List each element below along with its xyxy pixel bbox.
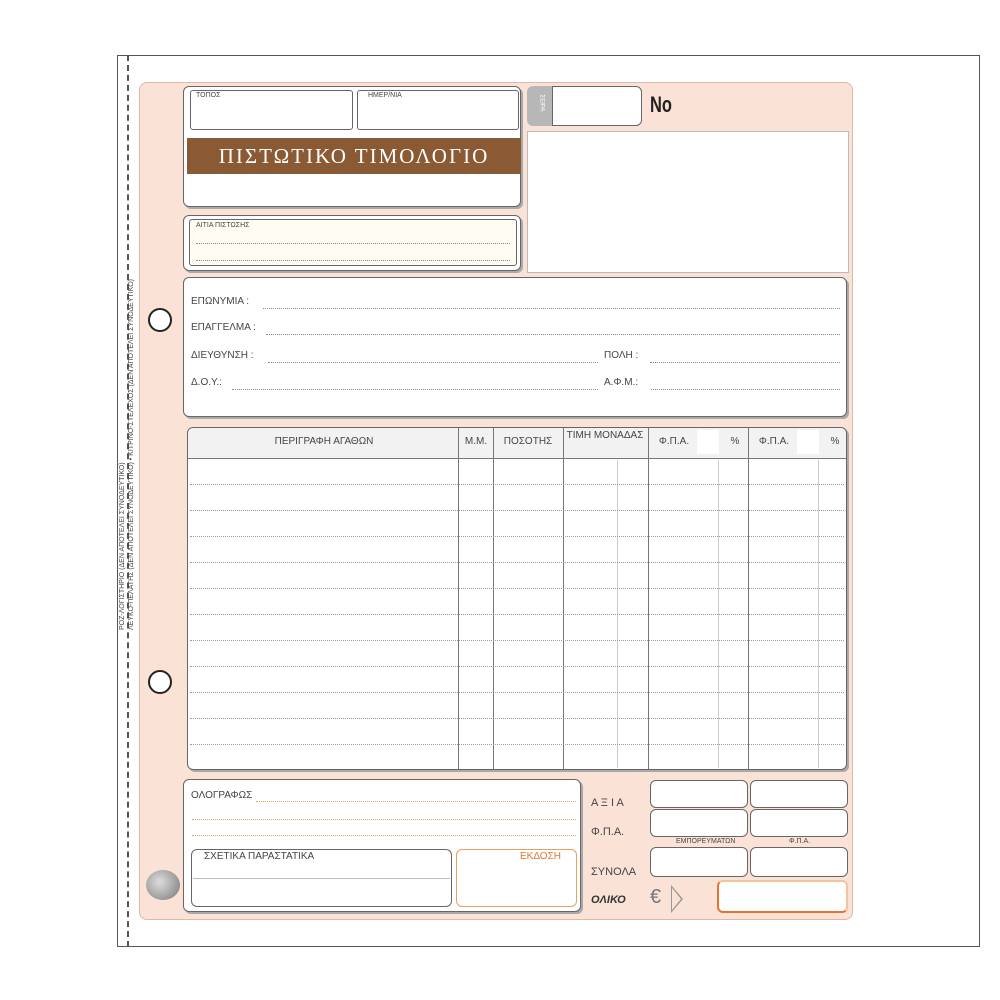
totals-label: ΣΥΝΟΛΑ — [591, 866, 637, 878]
value-goods-field[interactable] — [650, 780, 748, 808]
issuer-stamp-area — [527, 131, 849, 273]
col-quantity: ΠΟΣΟΤΗΣ — [503, 436, 553, 447]
city-label: ΠΟΛΗ : — [604, 350, 639, 361]
vat-2-rate-field[interactable] — [797, 430, 819, 454]
totals-goods-field[interactable] — [650, 847, 748, 877]
credit-reason-line-2 — [196, 260, 510, 261]
related-docs-divider — [193, 878, 450, 879]
grand-total-field[interactable] — [717, 880, 848, 913]
document-title: ΠΙΣΤΩΤΙΚΟ ΤΙΜΟΛΟΓΙΟ — [187, 138, 521, 174]
city-line[interactable] — [650, 362, 840, 363]
credit-reason-label: ΑΙΤΙΑ ΠΙΣΤΩΣΗΣ — [196, 222, 250, 229]
vat-1-rate-field[interactable] — [697, 430, 719, 454]
vat-number-label: Α.Φ.Μ.: — [604, 377, 639, 388]
profession-line[interactable] — [266, 334, 840, 335]
credit-reason-line-1 — [196, 243, 510, 244]
table-row[interactable] — [190, 588, 844, 589]
tax-office-label: Δ.Ο.Υ.: — [191, 377, 222, 388]
table-row[interactable] — [190, 744, 844, 745]
vat-goods-field[interactable] — [650, 809, 748, 837]
place-label: ΤΟΠΟΣ — [196, 92, 221, 99]
value-vat-field[interactable] — [750, 780, 848, 808]
invoice-number-label: No — [650, 92, 672, 117]
goods-column-label: ΕΜΠΟΡΕΥΜΑΤΩΝ — [676, 838, 736, 845]
binder-hole-bottom — [148, 670, 172, 694]
issue-label: ΕΚΔΟΣΗ — [520, 851, 561, 862]
customer-box — [183, 277, 847, 417]
in-words-line-2[interactable] — [192, 819, 576, 820]
table-row[interactable] — [190, 562, 844, 563]
table-row[interactable] — [190, 692, 844, 693]
table-row[interactable] — [190, 510, 844, 511]
address-label: ΔΙΕΥΘΥΝΣΗ : — [191, 350, 254, 361]
in-words-label: ΟΛΟΓΡΑΦΩΣ — [191, 790, 253, 801]
name-line[interactable] — [263, 308, 840, 309]
totals-vat-field[interactable] — [750, 847, 848, 877]
side-copy-note-line1: ΡΟΖ-ΛΟΓΙΣΤΗΡΙΟ (ΔΕΝ ΑΠΟΤΕΛΕΙ ΣΥΝΟΔΕΥΤΙΚΟ) — [119, 462, 126, 630]
col-unit-price: ΤΙΜΗ ΜΟΝΑΔΑΣ — [566, 430, 644, 441]
vat-1-percent: % — [730, 436, 740, 447]
value-label: Α Ξ Ι Α — [591, 797, 624, 809]
side-copy-note — [118, 462, 136, 630]
vat-vat-field[interactable] — [750, 809, 848, 837]
side-copy-note-line2 — [127, 480, 136, 630]
series-label: ΣΕΙΡΑ — [538, 94, 545, 112]
col-description: ΠΕΡΙΓΡΑΦΗ ΑΓΑΘΩΝ — [274, 436, 374, 447]
table-row[interactable] — [190, 666, 844, 667]
euro-currency-icon: € — [650, 886, 662, 908]
table-row[interactable] — [190, 536, 844, 537]
table-row[interactable] — [190, 640, 844, 641]
binder-hole-top — [148, 308, 172, 332]
vat-2-percent: % — [830, 436, 840, 447]
table-row[interactable] — [190, 718, 844, 719]
profession-label: ΕΠΑΓΓΕΛΜΑ : — [191, 322, 256, 333]
date-label: ΗΜΕΡ/ΝΙΑ — [368, 92, 402, 99]
series-field[interactable] — [552, 86, 642, 126]
table-row[interactable] — [190, 614, 844, 615]
grand-total-label: ΟΛΙΚΟ — [591, 894, 626, 906]
name-label: ΕΠΩΝΥΜΙΑ : — [191, 296, 250, 307]
arrow-right-icon-inner — [672, 888, 681, 910]
vat-number-line[interactable] — [651, 389, 840, 390]
related-docs-label: ΣΧΕΤΙΚΑ ΠΑΡΑΣΤΑΤΙΚΑ — [204, 851, 315, 862]
tax-office-line[interactable] — [232, 389, 598, 390]
col-unit: Μ.Μ. — [464, 436, 488, 447]
vat-column-label: Φ.Π.Α. — [789, 838, 811, 845]
in-words-line-1[interactable] — [256, 801, 576, 802]
vat-total-label: Φ.Π.Α. — [591, 826, 625, 838]
col-vat-2: Φ.Π.Α. — [758, 436, 790, 447]
in-words-line-3[interactable] — [192, 835, 576, 836]
address-line[interactable] — [268, 362, 598, 363]
table-row[interactable] — [190, 484, 844, 485]
col-vat-1: Φ.Π.Α. — [658, 436, 690, 447]
publisher-logo — [146, 870, 180, 900]
